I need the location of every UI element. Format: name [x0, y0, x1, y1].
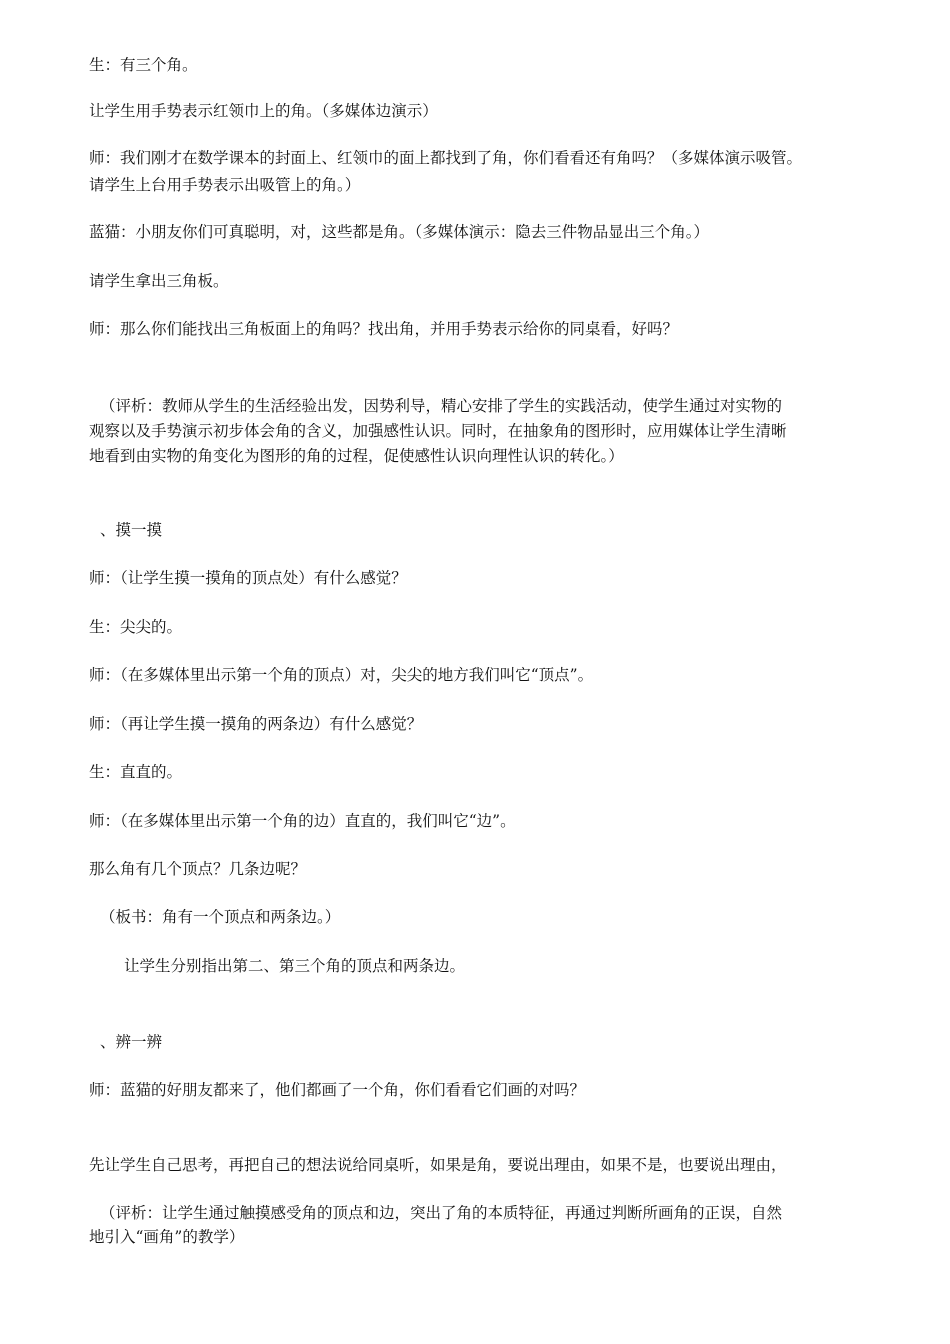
- commentary-1-line1: （评析：教师从学生的生活经验出发，因势利导，精心安排了学生的实践活动，使学生通过对实物的: [100, 397, 783, 415]
- dialogue-teacher-touch-vertex: 师：（让学生摸一摸角的顶点处）有什么感觉？: [89, 569, 407, 587]
- dialogue-teacher-find-angles: 师：那么你们能找出三角板面上的角吗？找出角，并用手势表示给你的同桌看，好吗？: [89, 320, 679, 338]
- dialogue-student-straight: 生：直直的。: [89, 763, 183, 781]
- dialogue-teacher-touch-sides: 师：（再让学生摸一摸角的两条边）有什么感觉？: [89, 715, 423, 733]
- commentary-2-line1: （评析：让学生通过触摸感受角的顶点和边，突出了角的本质特征，再通过判断所画角的正误，自然: [100, 1204, 783, 1222]
- dialogue-student-three-angles: 生：有三个角。: [89, 56, 198, 74]
- instruction-take-triangle-ruler: 请学生拿出三角板。: [89, 272, 229, 290]
- dialogue-teacher-more-angles-line2: 请学生上台用手势表示出吸管上的角。）: [89, 176, 361, 194]
- dialogue-teacher-side: 师：（在多媒体里出示第一个角的边）直直的，我们叫它“边”。: [89, 812, 516, 830]
- dialogue-teacher-more-angles-line1: 师：我们刚才在数学课本的封面上、红领巾的面上都找到了角，你们看看还有角吗？（多媒体演示吸管。: [89, 149, 803, 167]
- section-heading-touch: 、摸一摸: [100, 521, 163, 539]
- instruction-red-scarf-angles: 让学生用手势表示红领巾上的角。（多媒体边演示）: [89, 102, 438, 120]
- dialogue-blue-cat-praise: 蓝猫：小朋友你们可真聪明，对，这些都是角。（多媒体演示：隐去三件物品显出三个角。）: [89, 223, 710, 241]
- commentary-1-line2: 观察以及手势演示初步体会角的含义，加强感性认识。同时，在抽象角的图形时，应用媒体让学生清晰: [89, 422, 787, 440]
- dialogue-teacher-friends-angles: 师：蓝猫的好朋友都来了，他们都画了一个角，你们看看它们画的对吗？: [89, 1081, 586, 1099]
- blackboard-note: （板书：角有一个顶点和两条边。）: [100, 908, 341, 926]
- section-heading-distinguish: 、辨一辨: [100, 1033, 163, 1051]
- instruction-think-and-share: 先让学生自己思考，再把自己的想法说给同桌听，如果是角，要说出理由，如果不是，也要说出理由，: [89, 1156, 787, 1174]
- commentary-2-line2: 地引入“画角”的教学）: [89, 1228, 245, 1246]
- instruction-point-out-vertices: 让学生分别指出第二、第三个角的顶点和两条边。: [124, 957, 466, 975]
- question-vertices-and-sides: 那么角有几个顶点？几条边呢？: [89, 860, 307, 878]
- dialogue-student-pointy: 生：尖尖的。: [89, 618, 183, 636]
- dialogue-teacher-vertex: 师：（在多媒体里出示第一个角的顶点）对，尖尖的地方我们叫它“顶点”。: [89, 666, 594, 684]
- commentary-1-line3: 地看到由实物的角变化为图形的角的过程，促使感性认识向理性认识的转化。）: [89, 447, 624, 465]
